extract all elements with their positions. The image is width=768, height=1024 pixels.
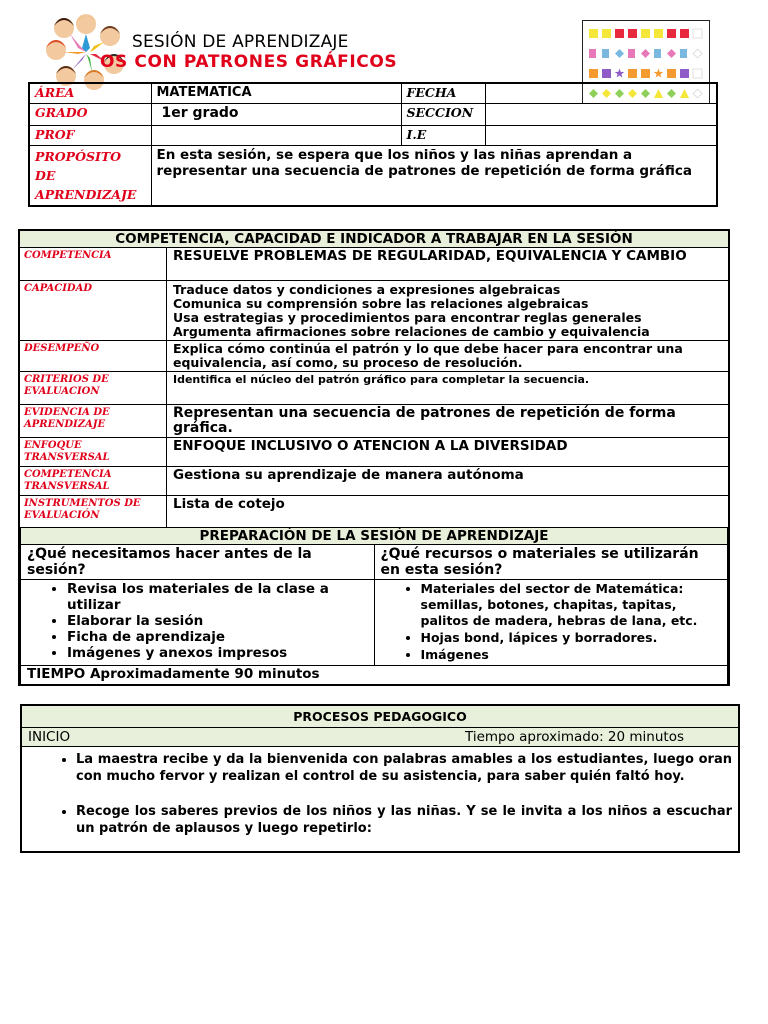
enfoque-value: ENFOQUE INCLUSIVO O ATENCION A LA DIVERSIDAD [167,438,730,467]
list-item: • Hojas bond, lápices y borradores. [421,630,728,646]
pattern-shape [589,69,598,78]
question-before-session: ¿Qué necesitamos hacer antes de la sesión? [21,545,375,580]
list-item: • La maestra recibe y da la bienvenida con palabras amables a los estudiantes, luego oran con mucho fervor y realizan el control de su asistencia, para saber quién faltó hoy. [76,751,732,785]
competencia-value: RESUELVE PROBLEMAS DE REGULARIDAD, EQUIVALENCIA Y CAMBIO [167,248,730,281]
pattern-shape [641,49,650,58]
pattern-shape [628,49,635,58]
info-table [28,82,718,207]
list-item: • Recoge los saberes previos de los niños y las niñas. Y se le invita a los niños a escuchar un patrón de aplausos y luego repetirlo: [76,803,732,837]
instrumentos-value: Lista de cotejo [167,496,730,528]
pattern-shape [693,29,702,38]
session-title: SESIÓN DE APRENDIZAJE [132,32,349,52]
fecha-value [485,83,717,103]
pattern-shape [615,29,624,38]
proposito-label: PROPÓSITO DE APRENDIZAJE [29,145,151,206]
competencia-table [18,229,730,686]
pattern-shape [654,49,661,58]
pattern-shape [615,49,624,58]
inicio-row [21,728,739,747]
pattern-shape [641,29,650,38]
pattern-shape [589,29,598,38]
capacidad-value [167,281,730,341]
preparacion-table [20,528,728,684]
evidencia-value: Representan una secuencia de patrones de repetición de forma gráfica. [167,405,730,438]
pattern-shape [628,69,637,78]
materials-list-cell [374,580,728,666]
materials-list [375,581,728,663]
capacidad-item: Argumenta afirmaciones sobre relaciones de cambio y equivalencia [173,324,650,339]
pattern-shape [602,29,611,38]
list-item: • Ficha de aprendizaje [67,629,374,645]
list-item: • Elaborar la sesión [67,613,374,629]
fecha-label: FECHA [401,83,485,103]
criterios-label: CRITERIOS DE EVALUACION [19,372,167,405]
inicio-content [21,747,739,853]
pattern-shape [641,69,650,78]
area-label: ÁREA [29,83,151,103]
pattern-shape [589,49,596,58]
pattern-shape [680,29,689,38]
instrumentos-label: INSTRUMENTOS DE EVALUACIÓN [19,496,167,528]
pattern-shape [615,69,625,78]
pattern-shape [667,49,676,58]
pattern-shape [693,69,702,78]
desempeno-label: DESEMPEÑO [19,341,167,372]
procesos-table [20,704,740,853]
enfoque-label: ENFOQUE TRANSVERSAL [19,438,167,467]
pattern-shape [654,69,664,78]
competencia-label: COMPETENCIA [19,248,167,281]
preparacion-header: PREPARACIÓN DE LA SESIÓN DE APRENDIZAJE [21,528,728,545]
pattern-shape [628,29,637,38]
pattern-shape [602,49,609,58]
pattern-shape [667,69,676,78]
session-subtitle: OS CON PATRONES GRÁFICOS [100,52,398,72]
area-value: MATEMATICA [151,83,401,103]
list-item: • Materiales del sector de Matemática: semillas, botones, chapitas, tapitas, palitos de madera, hebras de lana, etc. [421,581,728,629]
criterios-value: Identifica el núcleo del patrón gráfico para completar la secuencia. [167,372,730,405]
ie-value [485,125,717,145]
before-session-list-cell [21,580,375,666]
list-item: • Imágenes [421,647,728,663]
prof-value [151,125,401,145]
grado-value: 1er grado [151,103,401,125]
list-item: • Imágenes y anexos impresos [67,645,374,661]
capacidad-label: CAPACIDAD [19,281,167,341]
inicio-list [28,751,732,837]
pattern-shape [693,49,702,58]
inicio-label: INICIO [28,729,71,745]
ie-label: I.E [401,125,485,145]
question-materials: ¿Qué recursos o materiales se utilizarán en esta sesión? [374,545,728,580]
grado-label: GRADO [29,103,151,125]
procesos-header: PROCESOS PEDAGOGICO [21,705,739,728]
capacidad-item: Usa estrategias y procedimientos para encontrar reglas generales [173,310,642,325]
pattern-shape [680,49,687,58]
list-item: • Revisa los materiales de la clase a utilizar [67,581,374,613]
seccion-value [485,103,717,125]
tiempo-total: TIEMPO Aproximadamente 90 minutos [21,666,728,685]
evidencia-label: EVIDENCIA DE APRENDIZAJE [19,405,167,438]
inicio-tiempo: Tiempo aproximado: 20 minutos [465,729,684,745]
prof-label: PROF [29,125,151,145]
competencia-transversal-label: COMPETENCIA TRANSVERSAL [19,467,167,496]
before-session-list [21,581,374,661]
pattern-shape [680,69,689,78]
desempeno-value: Explica cómo continúa el patrón y lo que debe hacer para encontrar una equivalencia, así como, su proceso de resolución. [167,341,730,372]
pattern-shape [654,29,663,38]
proposito-value: En esta sesión, se espera que los niños y las niñas aprendan a representar una secuencia de patrones de repetición de forma gráfica [151,145,717,206]
pattern-shape [602,69,611,78]
competencia-transversal-value: Gestiona su aprendizaje de manera autónoma [167,467,730,496]
pattern-shape [667,29,676,38]
seccion-label: SECCION [401,103,485,125]
capacidad-item: Comunica su comprensión sobre las relaciones algebraicas [173,296,589,311]
capacidad-item: Traduce datos y condiciones a expresiones algebraicas [173,282,561,297]
competencia-header: COMPETENCIA, CAPACIDAD E INDICADOR A TRABAJAR EN LA SESIÓN [19,230,729,248]
